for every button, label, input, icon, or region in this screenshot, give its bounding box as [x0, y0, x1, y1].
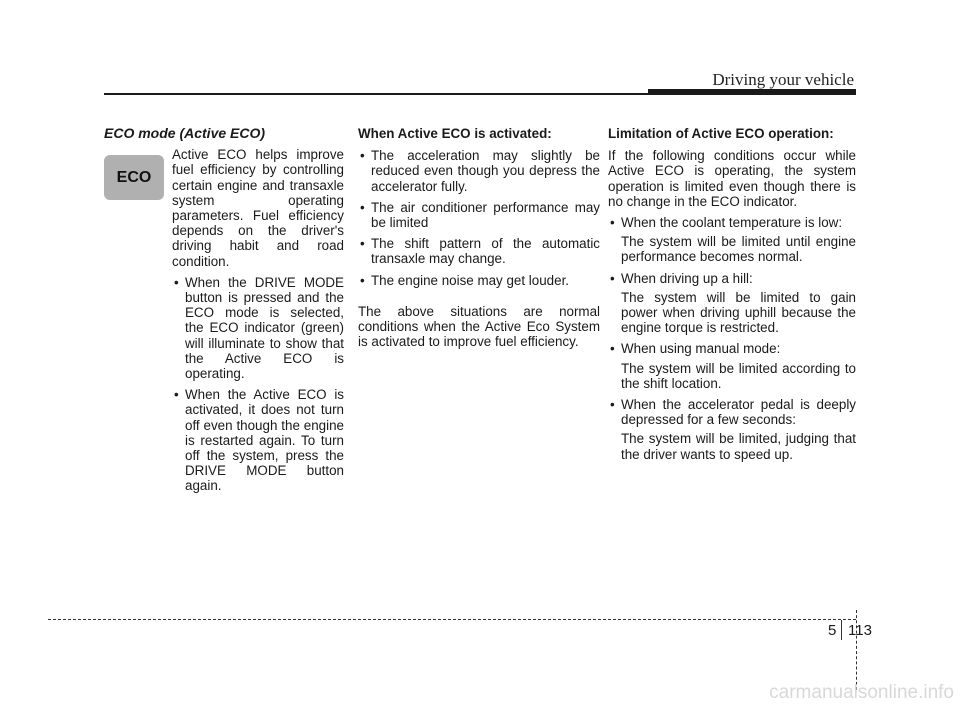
eco-indicator-icon: ECO — [104, 155, 164, 200]
list-item-detail: The system will be limited according to the shift location. — [621, 360, 856, 391]
page-number: 113 — [848, 622, 872, 639]
list-item-detail: The system will be limited, judging that the driver wants to speed up. — [621, 431, 856, 462]
list-item: • When the Active ECO is activated, it does not turn off even though the engine is restarted again. To turn off the system, press the DRIVE MODE button again. — [172, 387, 344, 493]
intro-paragraph: Active ECO helps improve fuel efficiency by controlling certain engine and transaxle system operating parameters. Fuel efficiency depends on the driver's driving habit and road condition. — [172, 147, 344, 269]
header-rule-accent — [648, 89, 856, 95]
list-item: • When the coolant temperature is low: — [608, 215, 856, 230]
list-item: • The acceleration may slightly be reduced even though you depress the accelerator fully. — [358, 148, 600, 194]
activated-bullet-list — [358, 148, 600, 288]
normal-conditions-note: The above situations are normal conditions when the Active Eco System is activated to improve fuel efficiency. — [358, 303, 600, 350]
header-title: Driving your vehicle — [712, 70, 854, 89]
list-item: • When using manual mode: — [608, 341, 856, 356]
page-number-separator — [841, 620, 842, 640]
list-item: • The shift pattern of the automatic transaxle may change. — [358, 236, 600, 266]
activated-heading: When Active ECO is activated: — [358, 126, 552, 141]
column-limitation — [608, 126, 856, 468]
list-item: • The engine noise may get louder. — [358, 273, 600, 288]
watermark: carmanualsonline.info — [769, 682, 954, 703]
section-title: ECO mode (Active ECO) — [104, 125, 266, 141]
column-when-activated — [358, 126, 600, 355]
eco-description — [172, 147, 344, 493]
limitation-heading: Limitation of Active ECO operation: — [608, 126, 834, 141]
limitation-intro: If the following conditions occur while Active ECO is operating, the system operation is limited even though there is no change in the ECO indicator. — [608, 148, 856, 209]
list-item: • When the accelerator pedal is deeply depressed for a few seconds: — [608, 397, 856, 427]
footer-rule — [48, 619, 856, 620]
list-item: • The air conditioner performance may be limited — [358, 200, 600, 230]
list-item: • When driving up a hill: — [608, 271, 856, 286]
chapter-number: 5 — [828, 622, 837, 639]
list-item-detail: The system will be limited until engine performance becomes normal. — [621, 234, 856, 265]
list-item-detail: The system will be limited to gain power when driving uphill because the engine torque is restricted. — [621, 289, 856, 336]
eco-bullet-list — [172, 275, 344, 494]
list-item: • When the DRIVE MODE button is pressed and the ECO mode is selected, the ECO indicator (green) will illuminate to show that the Active ECO is operating. — [172, 275, 344, 381]
limitation-list — [608, 215, 856, 462]
